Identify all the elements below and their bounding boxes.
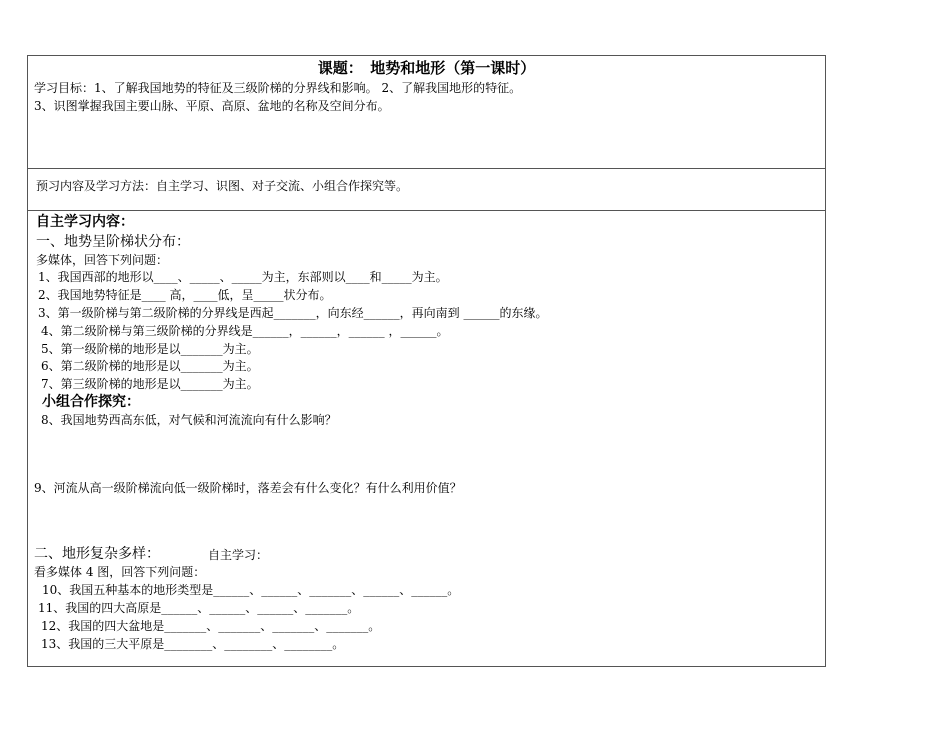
question-13: 13、我国的三大平原是________、________、________。 bbox=[41, 637, 345, 651]
self-study-heading: 自主学习内容： bbox=[36, 214, 134, 230]
question-4: 4、第二级阶梯与第三级阶梯的分界线是______，______，______ ，______。 bbox=[41, 324, 449, 338]
part2-intro: 看多媒体 4 图，回答下列问题： bbox=[34, 565, 206, 579]
group-heading: 小组合作探究： bbox=[42, 394, 140, 410]
question-3: 3、第一级阶梯与第二级阶梯的分界线是西起_______，向东经______，再向南到 ______的东缘。 bbox=[38, 306, 548, 320]
preview-text: 预习内容及学习方法：自主学习、识图、对子交流、小组合作探究等。 bbox=[36, 179, 409, 193]
part1-intro: 多媒体，回答下列问题： bbox=[36, 253, 169, 267]
preview-cell bbox=[28, 169, 825, 211]
objective-line-1: 学习目标：1、了解我国地势的特征及三级阶梯的分界线和影响。 2、了解我国地形的特征。 bbox=[34, 81, 522, 95]
question-12: 12、我国的四大盆地是_______、_______、_______、_______。 bbox=[41, 619, 381, 633]
question-10: 10、我国五种基本的地形类型是______、______、_______、______、______。 bbox=[42, 583, 460, 597]
page-title: 课题： 地势和地形（第一课时） bbox=[317, 59, 536, 77]
part1-heading: 一、地势呈阶梯状分布： bbox=[36, 234, 190, 250]
question-6: 6、第二级阶梯的地形是以_______为主。 bbox=[41, 359, 259, 373]
question-11: 11、我国的四大高原是______、______、______、_______。 bbox=[38, 601, 360, 615]
part2-heading: 二、地形复杂多样： bbox=[34, 546, 160, 562]
question-1: 1、我国西部的地形以____、_____、_____为主，东部则以____和_____为主。 bbox=[38, 270, 448, 284]
question-7: 7、第三级阶梯的地形是以_______为主。 bbox=[41, 377, 259, 391]
question-5: 5、第一级阶梯的地形是以_______为主。 bbox=[41, 342, 259, 356]
objective-line-2: 3、识图掌握我国主要山脉、平原、高原、盆地的名称及空间分布。 bbox=[34, 99, 390, 113]
question-9: 9、河流从高一级阶梯流向低一级阶梯时，落差会有什么变化？有什么利用价值？ bbox=[34, 481, 462, 495]
worksheet-table bbox=[27, 55, 826, 667]
question-2: 2、我国地势特征是____ 高，____低，呈_____状分布。 bbox=[38, 288, 332, 302]
content-cell bbox=[28, 211, 825, 666]
objectives-cell bbox=[28, 56, 825, 169]
question-8: 8、我国地势西高东低，对气候和河流流向有什么影响？ bbox=[41, 413, 337, 427]
part2-sub: 自主学习： bbox=[208, 548, 269, 562]
